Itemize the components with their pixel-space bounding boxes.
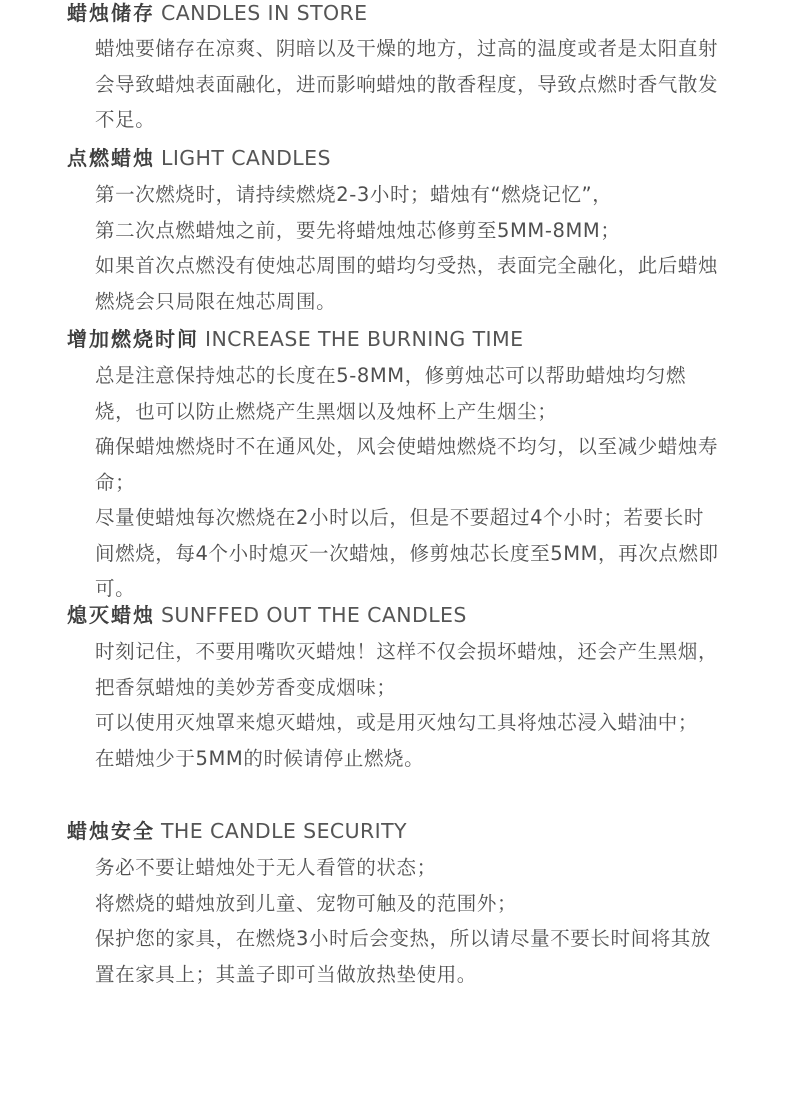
- section-title-en: LIGHT CANDLES: [161, 146, 331, 170]
- section-heading: [67, 600, 467, 630]
- paragraph: 第一次燃烧时，请持续燃烧2-3小时；蜡烛有“燃烧记忆”，: [95, 183, 613, 206]
- section-heading: [67, 0, 368, 28]
- section-title-cn: 点燃蜡烛: [67, 146, 155, 170]
- section-body: [95, 358, 720, 607]
- paragraph: 蜡烛要储存在凉爽、阴暗以及干燥的地方，过高的温度或者是太阳直射会导致蜡烛表面融化，进而影响蜡烛的散香程度，导致点燃时香气散发不足。: [95, 37, 719, 131]
- paragraph: 可以使用灭烛罩来熄灭蜡烛，或是用灭烛勾工具将烛芯浸入蜡油中；: [95, 711, 699, 734]
- paragraph: 务必不要让蜡烛处于无人看管的状态；: [95, 856, 437, 879]
- section-title-cn: 增加燃烧时间: [67, 327, 199, 351]
- section-title-en: THE CANDLE SECURITY: [161, 819, 407, 843]
- paragraph: 确保蜡烛燃烧时不在通风处，风会使蜡烛燃烧不均匀，以至减少蜡烛寿命；: [95, 435, 719, 494]
- section-body: [95, 31, 720, 138]
- section-title-en: CANDLES IN STORE: [161, 1, 368, 25]
- paragraph: 在蜡烛少于5MM的时候请停止燃烧。: [95, 746, 425, 770]
- section-heading: [67, 324, 523, 354]
- section-body: [95, 850, 720, 992]
- section-body: [95, 177, 720, 319]
- paragraph: 第二次点燃蜡烛之前，要先将蜡烛烛芯修剪至5MM-8MM；: [95, 218, 621, 242]
- section-title-cn: 蜡烛储存: [67, 1, 155, 25]
- section-body: [95, 634, 720, 776]
- section-title-cn: 蜡烛安全: [67, 819, 155, 843]
- section-heading: [67, 816, 407, 846]
- paragraph: 保护您的家具，在燃烧3小时后会变热，所以请尽量不要长时间将其放置在家具上；其盖子即可当做放热垫使用。: [95, 927, 712, 986]
- section-title-cn: 熄灭蜡烛: [67, 603, 155, 627]
- section-title-en: INCREASE THE BURNING TIME: [205, 327, 524, 351]
- paragraph: 时刻记住，不要用嘴吹灭蜡烛！这样不仅会损坏蜡烛，还会产生黑烟，把香氛蜡烛的美妙芳香变成烟味；: [95, 640, 719, 699]
- section-heading: [67, 143, 331, 173]
- paragraph: 如果首次点燃没有使烛芯周围的蜡均匀受热，表面完全融化，此后蜡烛燃烧会只局限在烛芯周围。: [95, 254, 719, 313]
- paragraph: 将燃烧的蜡烛放到儿童、宠物可触及的范围外；: [95, 891, 518, 915]
- section-title-en: SUNFFED OUT THE CANDLES: [161, 603, 467, 627]
- paragraph: 总是注意保持烛芯的长度在5-8MM，修剪烛芯可以帮助蜡烛均匀燃烧，也可以防止燃烧产生黑烟以及烛杯上产生烟尘；: [95, 364, 687, 423]
- paragraph: 尽量使蜡烛每次燃烧在2小时以后，但是不要超过4个小时；若要长时间燃烧，每4个小时熄灭一次蜡烛，修剪烛芯长度至5MM，再次点燃即可。: [95, 506, 719, 600]
